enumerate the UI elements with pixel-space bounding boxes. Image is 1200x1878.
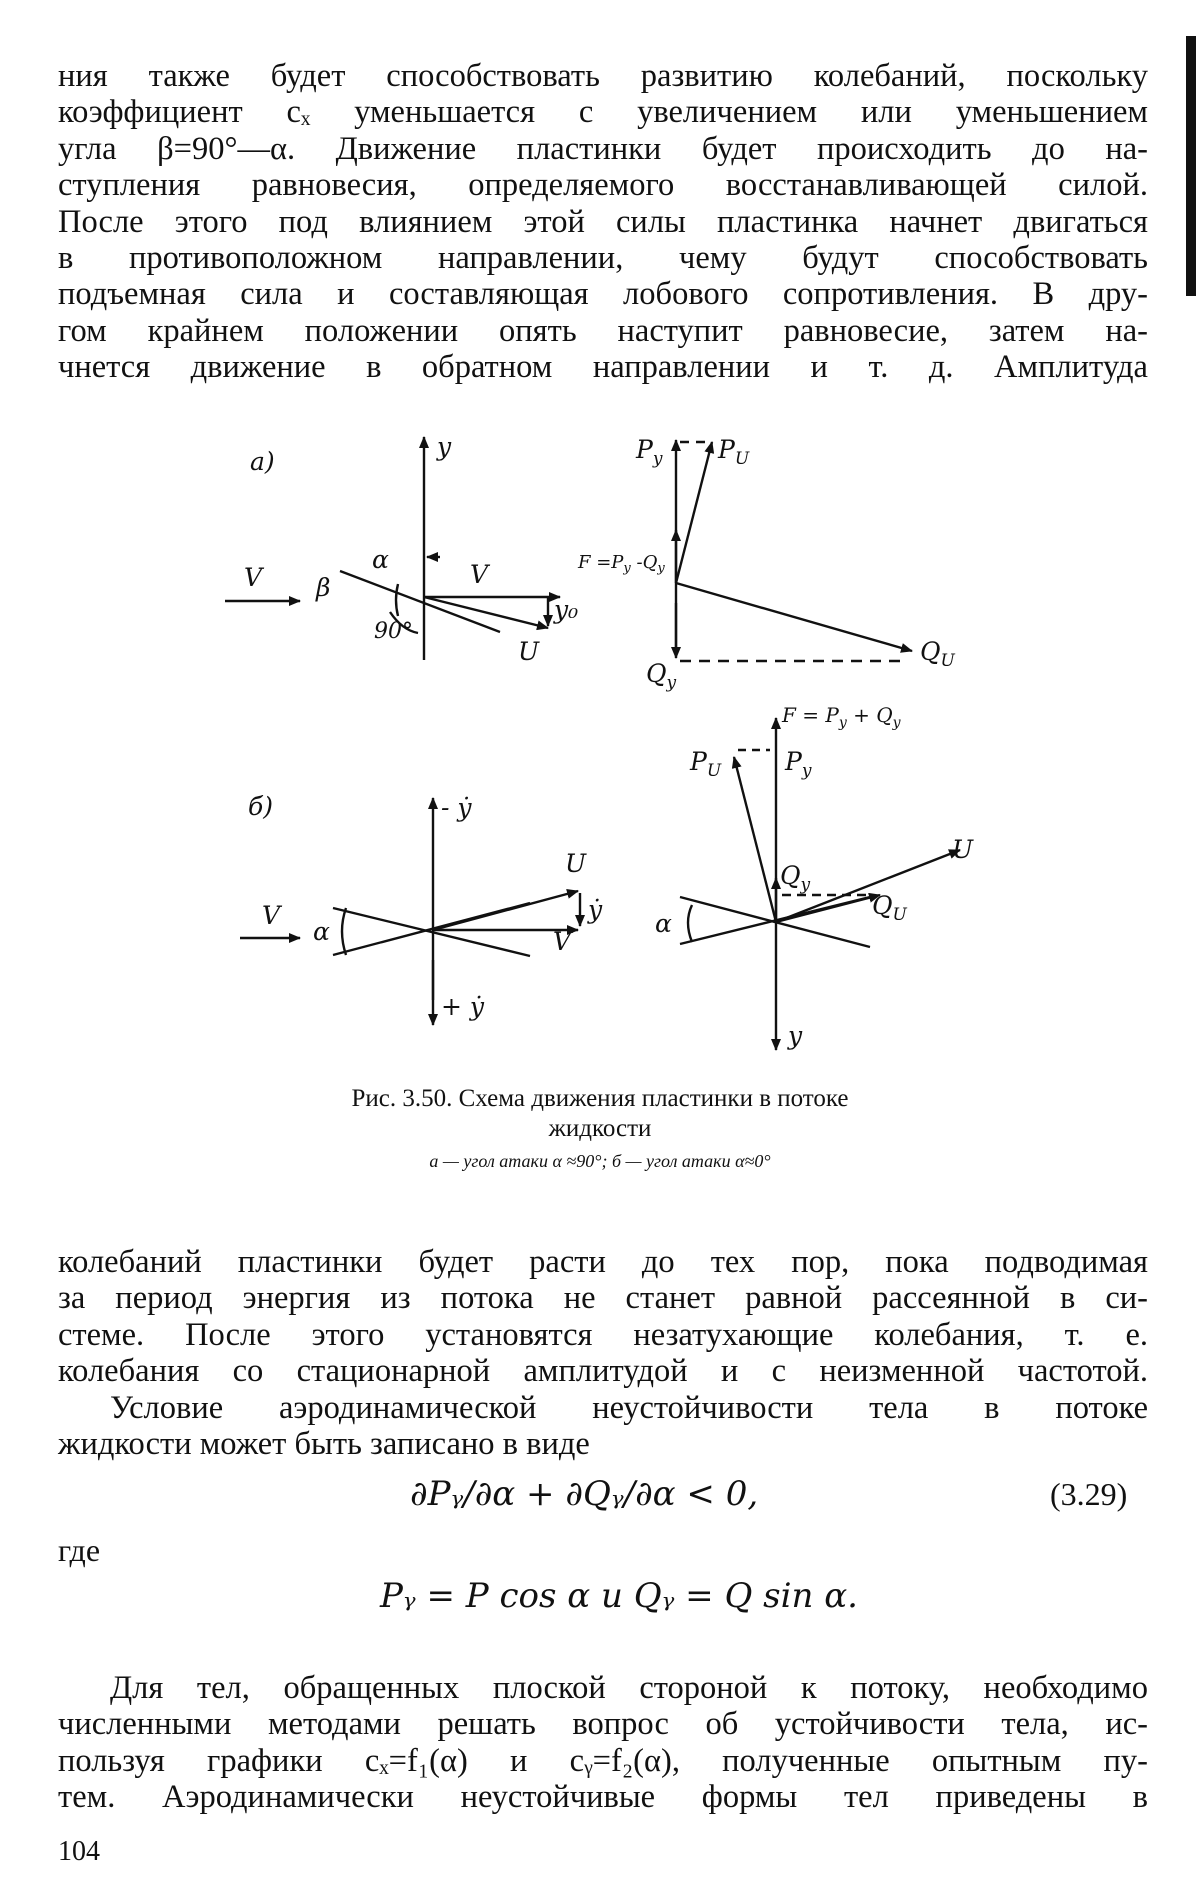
label-Pu-sub: U (734, 449, 750, 469)
label-F-sub2: y (657, 561, 665, 576)
label-b: б) (248, 792, 274, 821)
label-F-b-mid: + Q (846, 703, 893, 727)
label-Py-sub: y (652, 449, 663, 469)
svg-text:F = Py + Qy (781, 703, 902, 731)
label-plus-ydot: + ẏ (441, 992, 485, 1021)
text-line: стеме. После этого установятся незатухающие колебания, т. е. (58, 1316, 1148, 1353)
text-line: жидкости может быть записано в виде (58, 1426, 590, 1463)
svg-text:Qy (780, 861, 811, 895)
label-Qu: Q (920, 637, 941, 666)
label-Qy-b: Q (780, 861, 801, 890)
text-line: чнется движение в обратном направлении и т. д. Амплитуда (58, 349, 1148, 386)
label-Pu-b: P (690, 747, 707, 776)
text-line: колебаний пластинки будет расти до тех пор, пока подводимая (58, 1244, 1148, 1280)
svg-text:PU (717, 435, 750, 469)
b-Pu-vector (734, 757, 776, 922)
label-alpha: α (372, 545, 389, 574)
text-line: ступления равновесия, определяемого восстанавливающей силой. (58, 167, 1148, 204)
label-U-b: U (565, 849, 587, 878)
svg-text:QU (920, 637, 956, 671)
text-line: гом крайнем положении опять наступит равновесие, затем на- (58, 312, 1148, 349)
label-Pu-b-sub: U (706, 761, 722, 781)
text-line: колебания со стационарной амплитудой и с неизменной частотой. (58, 1353, 1148, 1390)
label-minus-ydot: - ẏ (441, 793, 472, 822)
label-y: y (437, 432, 452, 461)
page-number: 104 (58, 1836, 100, 1867)
label-y0: y₀ (554, 595, 579, 624)
label-alpha-b: α (313, 917, 330, 946)
text-line: После этого под влиянием этой силы пластинка начнет двигаться (58, 203, 1148, 240)
paragraph-middle (58, 1244, 1148, 1390)
svg-text:Qy (646, 659, 677, 693)
text-line: в противоположном направлении, чему будут способствовать (58, 240, 1148, 277)
text-line: подъемная сила и составляющая лобового сопротивления. В дру- (58, 276, 1148, 313)
label-F-b-sub1: y (838, 715, 847, 731)
b-alpha-brace (342, 908, 346, 955)
label-F-b: F = P (782, 703, 839, 727)
label-alpha-right: α (655, 909, 672, 938)
label-V: V (470, 560, 489, 589)
text-line: тем. Аэродинамически неустойчивые формы тел приведены в (58, 1779, 1148, 1816)
label-Qy-sub: y (666, 673, 677, 693)
equation-3-29: ∂Pᵧ/∂α + ∂Qᵧ/∂α < 0, (410, 1474, 759, 1514)
label-beta: β (316, 573, 331, 602)
svg-text:QU (872, 891, 908, 925)
text-line: за период энергия из потока не станет равной рассеянной в си- (58, 1280, 1148, 1317)
label-V-in-b: V (262, 901, 281, 930)
paragraph-condition (58, 1390, 1148, 1463)
svg-text:PU (689, 747, 722, 781)
svg-text:F =Py -Qy (577, 552, 665, 576)
a-beta-arc (396, 584, 398, 616)
label-F: F =P (578, 552, 624, 573)
label-Py: P (636, 435, 653, 464)
svg-text:Py (635, 435, 663, 469)
label-y-b: y (788, 1021, 803, 1050)
figure-caption-legend: а — угол атаки α ≈90°; б — угол атаки α≈0° (429, 1151, 771, 1171)
equation-number: (3.29) (1050, 1476, 1128, 1512)
label-Qy: Q (646, 659, 667, 688)
label-Py-b: P (785, 747, 802, 776)
text-line: Условие аэродинамической неустойчивости тела в потоке (110, 1390, 1148, 1426)
label-Qu-sub: U (940, 651, 955, 671)
text-line: пользуя графики cₓ=f₁(α) и cᵧ=f₂(α), полученные опытным пу- (58, 1742, 1148, 1779)
definition-formula: Pᵧ = P cos α и Qᵧ = Q sin α. (380, 1576, 858, 1616)
label-F-mid: -Q (630, 552, 658, 573)
a-Pu-vector (676, 442, 712, 583)
text-line: численными методами решать вопрос об устойчивости тела, ис- (58, 1706, 1148, 1743)
label-ydot: ẏ (588, 895, 603, 924)
label-QU-b: Q (872, 891, 893, 920)
label-Py-b-sub: y (801, 761, 812, 781)
text-line: коэффициент cₓ уменьшается с увеличением или уменьшением (58, 94, 1148, 131)
where-word: где (58, 1532, 101, 1568)
a-U-vector (424, 597, 548, 628)
figure-caption-line2: жидкости (548, 1115, 652, 1142)
text-line: Для тел, обращенных плоской стороной к потоку, необходимо (110, 1670, 1148, 1706)
paragraph-bottom (58, 1670, 1148, 1816)
label-F-b-sub2: y (892, 715, 901, 731)
label-V-b: V (553, 927, 572, 956)
label-90: 90° (374, 619, 413, 644)
label-V-in: V (244, 563, 263, 592)
b-U-vector (433, 891, 578, 930)
a-Qu-vector (676, 583, 912, 651)
label-F-sub1: y (623, 561, 631, 576)
text-line: угла β=90°—α. Движение пластинки будет происходить до на- (58, 130, 1148, 167)
label-U-right: U (952, 835, 974, 864)
svg-text:Py (784, 747, 812, 781)
label-Pu: P (718, 435, 735, 464)
b-plate-upper (333, 908, 530, 956)
label-U: U (518, 637, 540, 666)
label-a: а) (250, 447, 275, 476)
figure-caption: Рис. 3.50. Схема движения пластинки в потоке (351, 1085, 849, 1112)
label-QU-b-sub: U (892, 905, 907, 925)
b-alpha-brace-right (688, 905, 692, 942)
text-line: ния также будет способствовать развитию колебаний, поскольку (58, 58, 1148, 94)
label-Qy-b-sub: y (800, 875, 811, 895)
